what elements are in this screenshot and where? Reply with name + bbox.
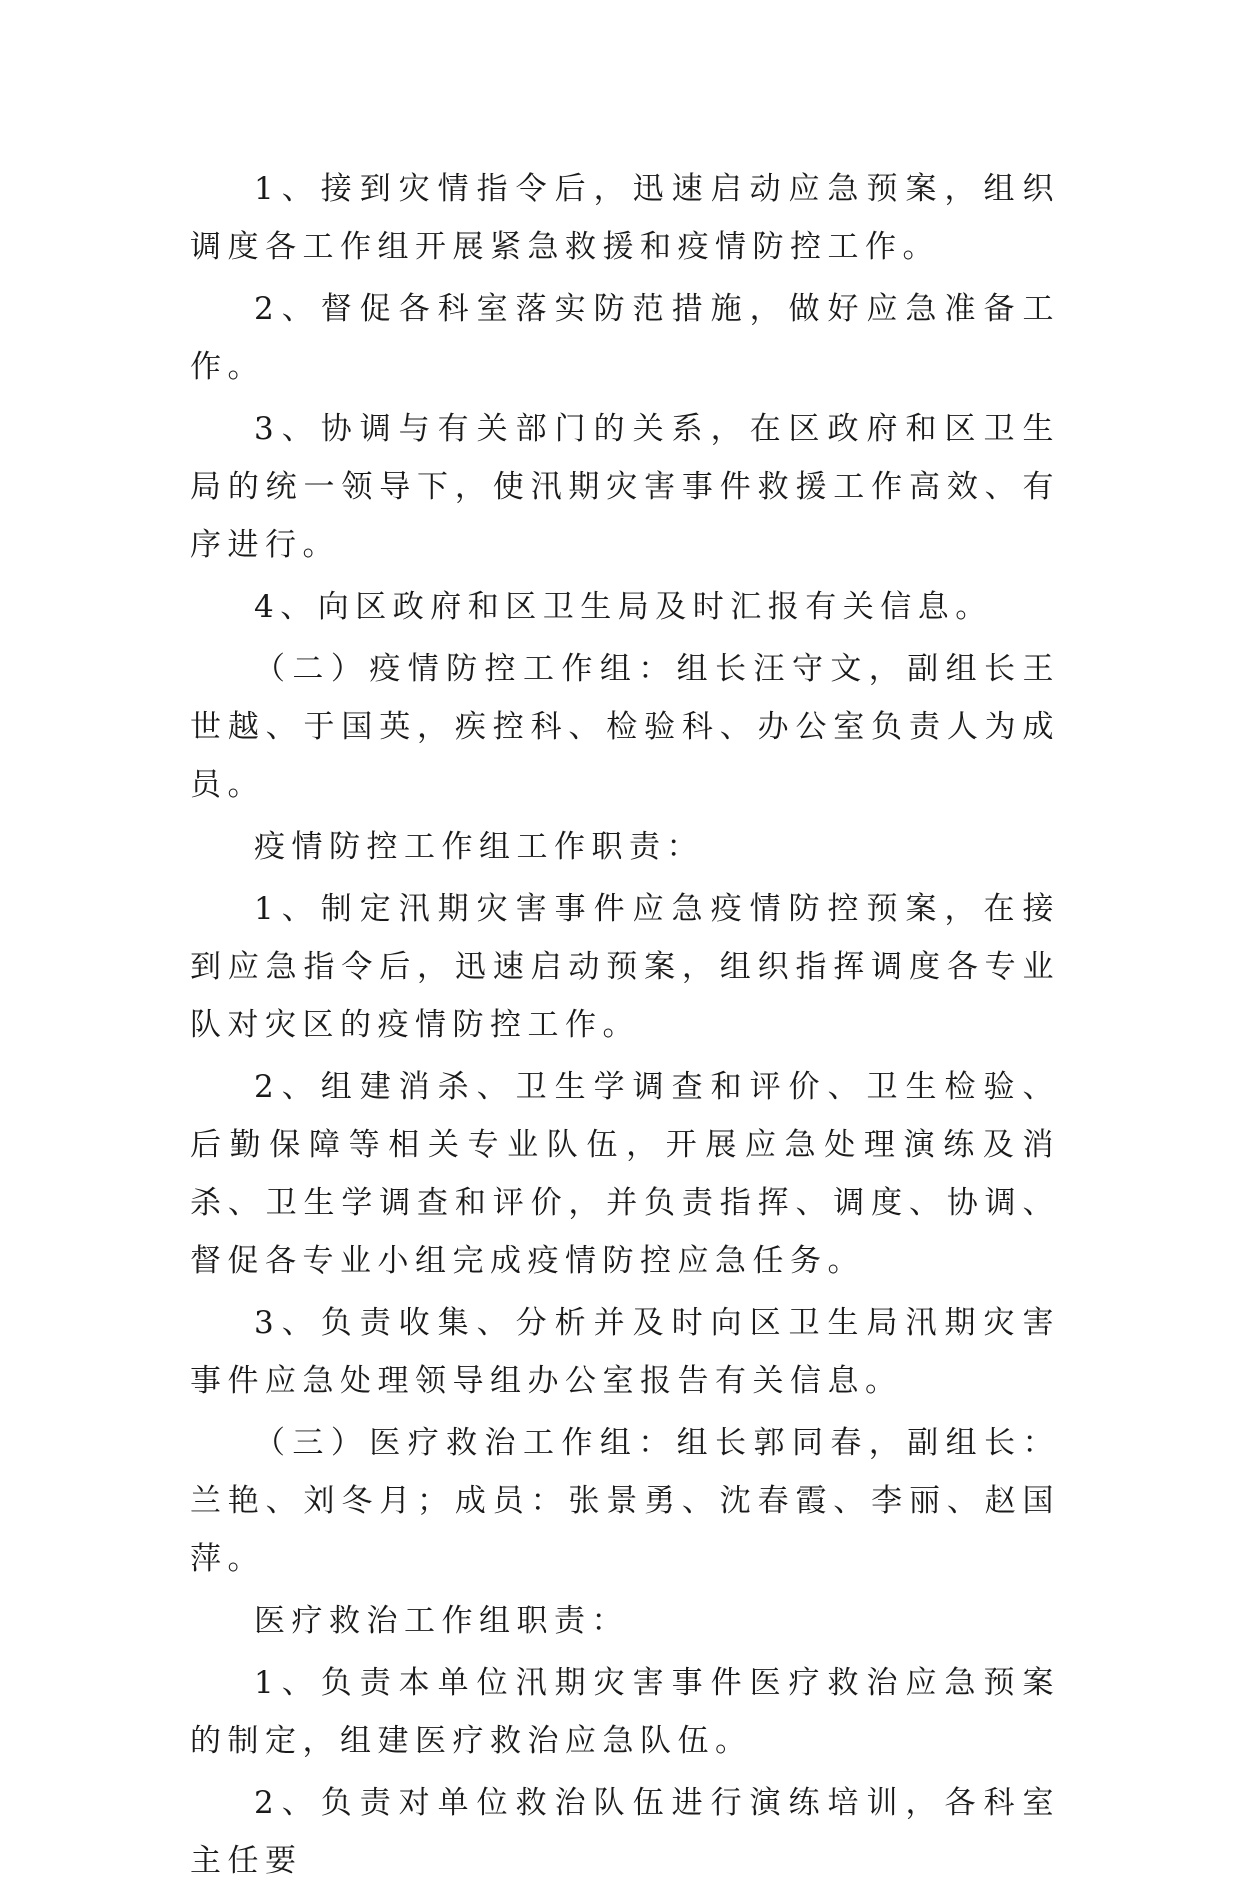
paragraph-medical-duty-2: 2、负责对单位救治队伍进行演练培训，各科室主任要 bbox=[190, 1785, 1060, 1879]
paragraph-epidemic-duty-3: 3、负责收集、分析并及时向区卫生局汛期灾害事件应急处理领导组办公室报告有关信息。 bbox=[190, 1305, 1060, 1399]
paragraph-duty-3: 3、协调与有关部门的关系，在区政府和区卫生局的统一领导下，使汛期灾害事件救援工作高效、有序进行。 bbox=[190, 411, 1060, 563]
paragraph-medical-duties-heading: 医疗救治工作组职责： bbox=[254, 1603, 629, 1639]
paragraph-medical-group: （三）医疗救治工作组：组长郭同春，副组长：兰艳、刘冬月；成员：张景勇、沈春霞、李丽、赵国萍。 bbox=[190, 1425, 1060, 1577]
paragraph-medical-duty-1: 1、负责本单位汛期灾害事件医疗救治应急预案的制定，组建医疗救治应急队伍。 bbox=[190, 1665, 1060, 1759]
paragraph-epidemic-duty-1: 1、制定汛期灾害事件应急疫情防控预案，在接到应急指令后，迅速启动预案，组织指挥调度各专业队对灾区的疫情防控工作。 bbox=[190, 891, 1060, 1043]
paragraph-duty-2: 2、督促各科室落实防范措施，做好应急准备工作。 bbox=[190, 291, 1060, 385]
document-body bbox=[190, 160, 1060, 1894]
paragraph-duty-1: 1、接到灾情指令后，迅速启动应急预案，组织调度各工作组开展紧急救援和疫情防控工作。 bbox=[190, 171, 1060, 265]
paragraph-epidemic-duties-heading: 疫情防控工作组工作职责： bbox=[254, 829, 704, 865]
paragraph-epidemic-group: （二）疫情防控工作组：组长汪守文，副组长王世越、于国英，疾控科、检验科、办公室负责人为成员。 bbox=[190, 651, 1060, 803]
paragraph-epidemic-duty-2: 2、组建消杀、卫生学调查和评价、卫生检验、后勤保障等相关专业队伍，开展应急处理演练及消杀、卫生学调查和评价，并负责指挥、调度、协调、督促各专业小组完成疫情防控应急任务。 bbox=[190, 1069, 1060, 1279]
paragraph-duty-4: 4、向区政府和区卫生局及时汇报有关信息。 bbox=[254, 589, 993, 625]
